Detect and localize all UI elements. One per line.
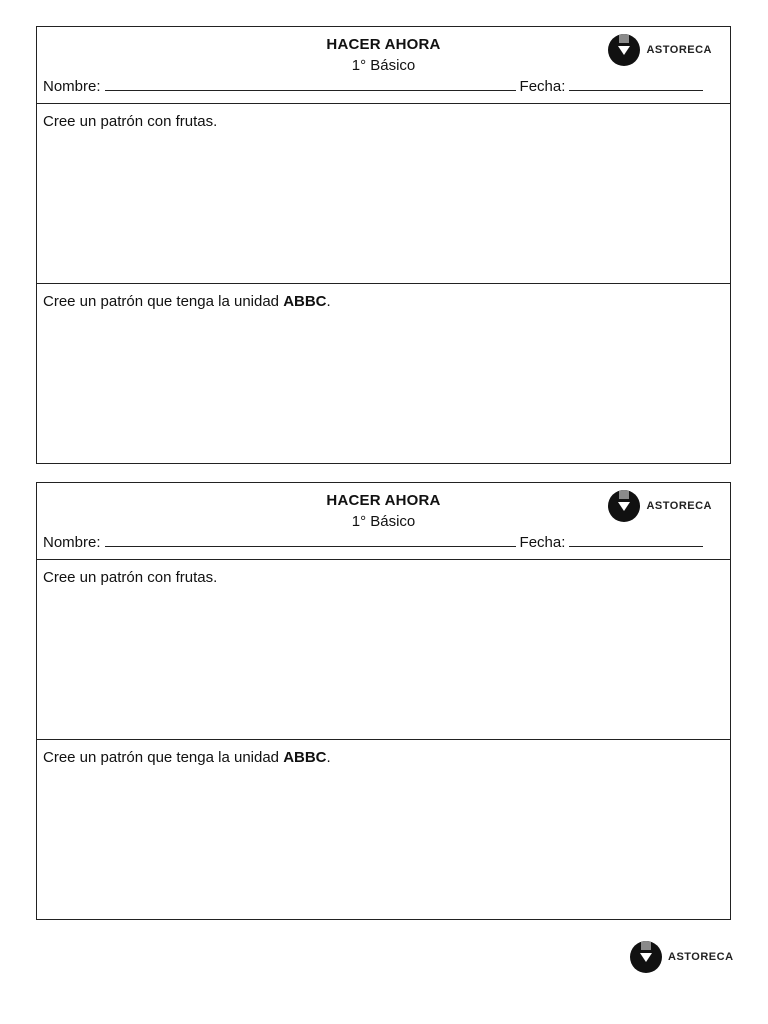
worksheet-card-2 (36, 482, 731, 920)
astoreca-logo (608, 34, 712, 66)
prompt-unit-bold: ABBC (283, 293, 327, 310)
answer-section-1[interactable] (37, 104, 730, 284)
date-label: Fecha: (519, 534, 566, 551)
name-date-row (43, 534, 703, 551)
logo-text: ASTORECA (646, 44, 712, 56)
name-field[interactable] (105, 79, 516, 91)
date-field[interactable] (569, 79, 703, 91)
date-field[interactable] (569, 535, 703, 547)
card-header (37, 27, 730, 104)
grade-label: 1° Básico (351, 513, 416, 530)
name-field[interactable] (105, 535, 516, 547)
astoreca-logo-icon (630, 941, 662, 973)
grade-label: 1° Básico (351, 57, 416, 74)
worksheet-title: HACER AHORA (326, 492, 441, 509)
prompt-fruits: Cree un patrón con frutas. (43, 113, 218, 130)
astoreca-logo (608, 490, 712, 522)
prompt-unit-text: Cree un patrón que tenga la unidad (43, 293, 284, 310)
date-label: Fecha: (519, 78, 566, 95)
card-header (37, 483, 730, 560)
answer-section-2[interactable] (37, 740, 730, 920)
name-label: Nombre: (43, 78, 101, 95)
answer-section-2[interactable] (37, 284, 730, 464)
prompt-unit (43, 293, 331, 310)
prompt-unit-end: . (326, 749, 331, 766)
name-date-row (43, 78, 703, 95)
logo-text: ASTORECA (646, 500, 712, 512)
astoreca-logo-icon (608, 490, 640, 522)
worksheet-title: HACER AHORA (326, 36, 441, 53)
answer-section-1[interactable] (37, 560, 730, 740)
astoreca-logo-icon (608, 34, 640, 66)
prompt-unit-text: Cree un patrón que tenga la unidad (43, 749, 284, 766)
prompt-unit-bold: ABBC (283, 749, 327, 766)
prompt-unit (43, 749, 331, 766)
worksheet-card-1 (36, 26, 731, 464)
footer-astoreca-logo (630, 941, 734, 973)
prompt-fruits: Cree un patrón con frutas. (43, 569, 218, 586)
name-label: Nombre: (43, 534, 101, 551)
footer-logo-text: ASTORECA (668, 951, 734, 963)
prompt-unit-end: . (326, 293, 331, 310)
